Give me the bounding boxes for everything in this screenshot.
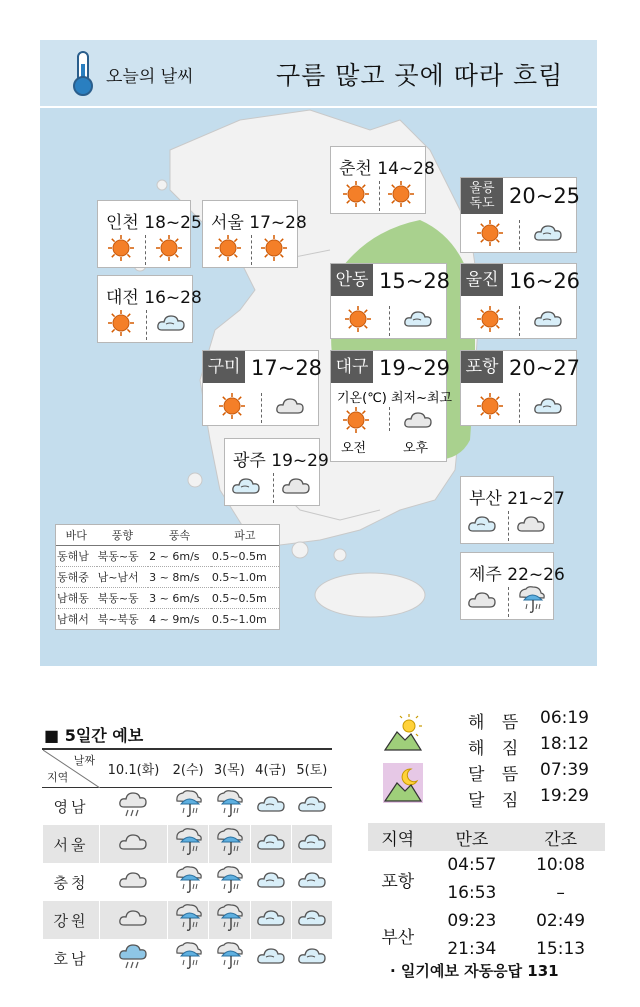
partly-cloudy-icon [297, 827, 327, 857]
sun-icon [154, 233, 184, 263]
city-temp: 20~25 [509, 184, 581, 208]
day-header: 4(금) [250, 749, 291, 787]
day-header: 2(수) [167, 749, 208, 787]
partly-cloudy-icon [156, 308, 186, 338]
city-tag: 포항 [461, 351, 503, 383]
partly-cloudy-icon [297, 903, 327, 933]
rain-icon [118, 941, 148, 971]
forecast-row: 강원 [43, 901, 333, 939]
city-card-seoul [202, 200, 307, 268]
partly-cloudy-icon [533, 304, 563, 334]
cloud-icon [118, 865, 148, 895]
city-card-daegu-legend [330, 350, 453, 462]
rain-umbrella-icon [214, 865, 244, 895]
sea-row: 동해남 북동~동 2 ~ 6m/s 0.5~0.5m [56, 546, 279, 567]
legend-am: 오전 [341, 441, 367, 456]
city-card-busan [460, 476, 565, 544]
day-header: 5(토) [291, 749, 332, 787]
moonset-label: 달 짐 [468, 791, 525, 811]
sunrise-label: 해 뜸 [468, 713, 525, 733]
city-card-daejeon [97, 275, 202, 343]
city-label: 춘천 14~28 [339, 159, 435, 179]
header-bar [40, 40, 597, 108]
city-card-gumi [202, 350, 323, 426]
city-card-ulleung [460, 177, 581, 253]
city-temp: 16~26 [509, 269, 581, 293]
city-label: 제주 22~26 [469, 565, 565, 585]
sun-icon [386, 179, 416, 209]
city-label: 대전 16~28 [106, 288, 202, 308]
sea-header: 풍향 [97, 525, 149, 546]
tide-row: 16:53 – [447, 883, 565, 903]
sun-icon [341, 179, 371, 209]
day-header: 3(목) [209, 749, 250, 787]
day-header: 10.1(화) [100, 749, 168, 787]
city-card-pohang [460, 350, 581, 426]
sunset-time: 18:12 [540, 734, 589, 754]
city-label: 인천 18~25 [106, 213, 202, 233]
sea-row: 남해동 북동~동 3 ~ 6m/s 0.5~0.5m [56, 588, 279, 609]
city-temp: 19~29 [379, 356, 451, 380]
tide-header: 만조 [428, 823, 517, 851]
city-temp: 15~28 [379, 269, 451, 293]
tide-row: 포항 04:57 10:08 [368, 851, 605, 879]
city-tag: 울진 [461, 264, 503, 296]
city-card-uljin [460, 263, 581, 339]
cloud-icon [275, 391, 305, 421]
tide-table [368, 823, 605, 963]
sun-icon [343, 304, 373, 334]
sun-icon [106, 308, 136, 338]
cloud-icon [118, 903, 148, 933]
tide-header: 간조 [516, 823, 605, 851]
rain-umbrella-icon [214, 903, 244, 933]
rain-umbrella-icon [173, 903, 203, 933]
cloud-icon [281, 471, 311, 501]
partly-cloudy-icon [231, 471, 261, 501]
sunrise-time: 06:19 [540, 708, 589, 728]
rain-umbrella-icon [214, 827, 244, 857]
partly-cloudy-icon [297, 941, 327, 971]
sun-icon [475, 218, 505, 248]
city-label: 서울 17~28 [211, 213, 307, 233]
city-card-jeju [460, 552, 565, 620]
city-card-gwangju [224, 438, 329, 506]
city-tag: 구미 [203, 351, 245, 383]
city-tag: 안동 [331, 264, 373, 296]
rain-umbrella-icon [173, 827, 203, 857]
sun-icon [217, 391, 247, 421]
partly-cloudy-icon [467, 509, 497, 539]
cloud-icon [403, 405, 433, 435]
sunrise-icon [383, 712, 423, 752]
city-card-chuncheon [330, 146, 435, 214]
rain-umbrella-icon [214, 941, 244, 971]
sea-row: 동해중 남~남서 3 ~ 8m/s 0.5~1.0m [56, 567, 279, 588]
city-tag: 울릉 독도 [461, 178, 503, 214]
partly-cloudy-icon [403, 304, 433, 334]
partly-cloudy-icon [297, 789, 327, 819]
legend-label: 기온(℃) 최저~최고 [337, 391, 453, 406]
partly-cloudy-icon [256, 903, 286, 933]
sea-conditions-table [55, 524, 280, 630]
city-temp: 17~28 [251, 356, 323, 380]
forecast-table [42, 748, 332, 977]
rain-umbrella-icon [173, 941, 203, 971]
cloud-icon [118, 827, 148, 857]
city-tag: 대구 [331, 351, 373, 383]
rain-umbrella-icon [173, 789, 203, 819]
rain-icon [118, 789, 148, 819]
sun-icon [259, 233, 289, 263]
sea-header: 바다 [56, 525, 97, 546]
sea-row: 남해서 북~북동 4 ~ 9m/s 0.5~1.0m [57, 612, 267, 626]
sea-header: 풍속 [148, 525, 211, 546]
rain-umbrella-icon [173, 865, 203, 895]
sea-header: 파고 [211, 525, 279, 546]
moonset-time: 19:29 [540, 786, 589, 806]
sun-icon [106, 233, 136, 263]
sun-icon [213, 233, 243, 263]
forecast-row: 서울 [43, 825, 333, 863]
moonrise-time: 07:39 [540, 760, 589, 780]
weather-headline: 구름 많고 곳에 따라 흐림 [276, 61, 564, 90]
cloud-icon [516, 509, 546, 539]
sun-icon [475, 304, 505, 334]
moonrise-label: 달 뜸 [468, 765, 525, 785]
thermometer-icon [70, 50, 96, 98]
page-title: 오늘의 날씨 [106, 67, 194, 87]
tide-row: 21:34 15:13 [447, 939, 586, 959]
moon-icon [383, 763, 423, 803]
tide-row: 부산 09:23 02:49 [368, 907, 605, 935]
partly-cloudy-icon [297, 865, 327, 895]
corner-cell: 날짜 지역 [43, 749, 100, 787]
legend-pm: 오후 [403, 441, 429, 456]
partly-cloudy-icon [533, 391, 563, 421]
tide-header: 지역 [368, 823, 428, 851]
footer-info: · 일기예보 자동응답 131 [390, 962, 559, 980]
sunset-label: 해 짐 [468, 739, 525, 759]
forecast-title: ■ 5일간 예보 [44, 726, 144, 745]
forecast-row: 충청 [43, 863, 333, 901]
forecast-row: 호남 [43, 939, 333, 977]
sun-icon [475, 391, 505, 421]
cloud-icon [467, 585, 497, 615]
sun-icon [341, 405, 371, 435]
partly-cloudy-icon [533, 218, 563, 248]
city-label: 광주 19~29 [233, 451, 329, 471]
partly-cloudy-icon [256, 827, 286, 857]
city-card-incheon [97, 200, 202, 268]
partly-cloudy-icon [256, 789, 286, 819]
forecast-row: 영남 [43, 787, 333, 825]
city-card-andong [330, 263, 451, 339]
city-label: 부산 21~27 [469, 489, 565, 509]
partly-cloudy-icon [256, 941, 286, 971]
weather-map-panel [40, 40, 597, 666]
rain-umbrella-icon [214, 789, 244, 819]
rain-umbrella-icon [516, 585, 546, 615]
partly-cloudy-icon [256, 865, 286, 895]
city-temp: 20~27 [509, 356, 581, 380]
